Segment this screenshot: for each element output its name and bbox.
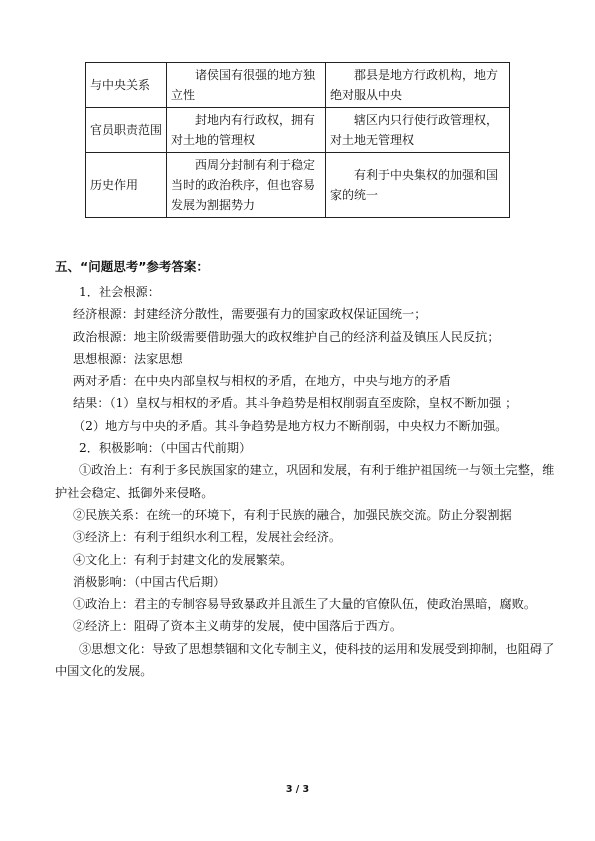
fengjian-cell: 诸侯国有很强的地方独立性 [167, 63, 326, 108]
comparison-table [85, 62, 510, 218]
result-2: （2）地方与中央的矛盾。其斗争趋势是地方权力不断削弱，中央权力不断加强。 [73, 418, 508, 433]
junxian-cell: 郡县是地方行政机构，地方绝对服从中央 [326, 63, 510, 108]
positive-cultural: ④文化上：有利于封建文化的发展繁荣。 [73, 552, 293, 567]
table-row [86, 108, 510, 153]
negative-thought: ③思想文化：导致了思想禁锢和文化专制主义，使科技的运用和发展受到抑制，也阻碍了中国文化的发展。 [55, 641, 555, 679]
junxian-cell: 有利于中央集权的加强和国家的统一 [326, 153, 510, 218]
negative-political: ①政治上：君主的专制容易导致暴政并且派生了大量的官僚队伍，使政治黑暗，腐败。 [73, 597, 537, 612]
positive-political: ①政治上：有利于多民族国家的建立，巩固和发展，有利于维护祖国统一与领土完整，维护社会稳定、抵御外来侵略。 [55, 463, 555, 500]
positive-economic: ③经济上：有利于组织水利工程，发展社会经济。 [73, 530, 342, 545]
question1-title: 1．社会根源： [79, 285, 160, 299]
table-row [86, 153, 510, 218]
fengjian-cell: 封地内有行政权，拥有对土地的管理权 [167, 108, 326, 153]
negative-economic: ②经济上：阻碍了资本主义萌芽的发展，使中国落后于西方。 [73, 619, 403, 634]
page-number: 3 / 3 [285, 784, 310, 795]
table-row [86, 63, 510, 108]
political-root: 政治根源：地主阶级需要借助强大的政权维护自己的经济利益及镇压人民反抗； [73, 329, 500, 344]
row-label: 与中央关系 [86, 63, 167, 108]
fengjian-cell: 西周分封制有利于稳定当时的政治秩序，但也容易发展为割据势力 [167, 153, 326, 218]
economic-root: 经济根源：封建经济分散性，需要强有力的国家政权保证国统一； [73, 307, 427, 322]
thought-root: 思想根源：法家思想 [73, 351, 183, 366]
positive-ethnic: ②民族关系：在统一的环境下，有利于民族的融合，加强民族交流。防止分裂割据 [73, 507, 512, 522]
row-label: 历史作用 [86, 153, 167, 218]
row-label: 官员职责范围 [86, 108, 167, 153]
question2-title: 2．积极影响：（中国古代前期） [79, 441, 252, 456]
two-contradictions: 两对矛盾：在中央内部皇权与相权的矛盾，在地方，中央与地方的矛盾 [73, 374, 451, 389]
negative-title: 消极影响：（中国古代后期） [73, 574, 226, 589]
answer-section [55, 257, 555, 682]
junxian-cell: 辖区内只行使行政管理权，对土地无管理权 [326, 108, 510, 153]
section-heading: 五、“问题思考”参考答案： [55, 259, 209, 274]
result-1: 结果：（1）皇权与相权的矛盾。其斗争趋势是相权削弱直至废除，皇权不断加强 ； [73, 396, 518, 411]
